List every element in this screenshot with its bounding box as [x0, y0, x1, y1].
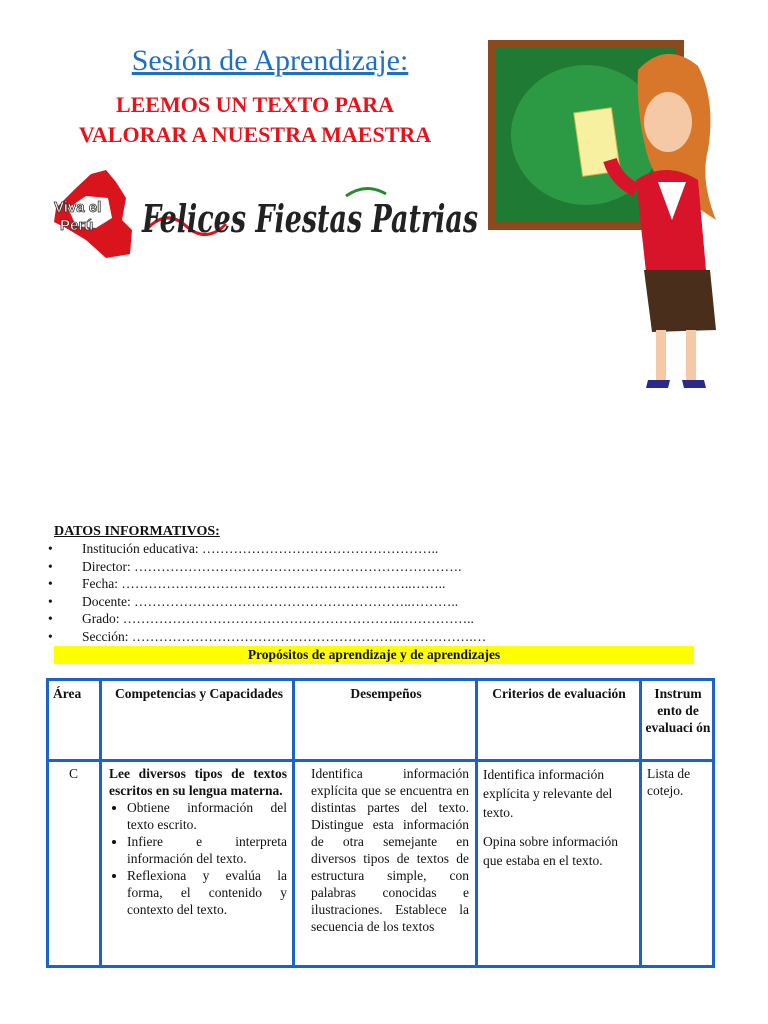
session-subtitle: LEEMOS UN TEXTO PARA VALORAR A NUESTRA MAESTRA: [78, 92, 432, 147]
area-value: C: [69, 766, 79, 781]
list-item: • Fecha: ………………………………………………………..……..: [48, 576, 446, 591]
list-item: • Institución educativa: ……………………………………………..: [48, 541, 439, 556]
list-item: • Sección: ………………………………………………………………….…: [48, 628, 487, 644]
criterios-cell: [483, 765, 635, 870]
list-item: • Docente: ……………………………………………………..………..: [48, 593, 459, 609]
desempeno-text: Identifica información explícita que se encuentra en distintas partes del texto. Distingue esta información de otra semejante en diversos tipos de textos de estructura simple, con palabras conocidas e ilustraciones. Establece la secuencia de los textos: [311, 766, 469, 934]
datos-list: [44, 540, 486, 645]
table-header-divider: [49, 759, 712, 762]
banner-badge-line2: Perú: [60, 217, 94, 234]
list-item: • Obtiene información del texto escrito.: [127, 799, 287, 833]
header-desempenos: Desempeños: [350, 686, 422, 701]
list-item: • Grado: ……………………………………………………..……………..: [48, 611, 474, 626]
header-competencias: Competencias y Capacidades: [115, 686, 283, 701]
session-title: Sesión de Aprendizaje:: [131, 44, 409, 77]
fiestas-patrias-banner: [46, 168, 482, 264]
competencia-text: Lee diversos tipos de textos escritos en su lengua materna.: [109, 766, 287, 798]
teacher-illustration: [486, 40, 722, 390]
peru-map-icon: [46, 168, 482, 264]
header-criterios: Criterios de evaluación: [492, 686, 626, 701]
list-item: • Infiere e interpreta información del texto.: [127, 833, 287, 867]
capacidades-list: [109, 799, 287, 918]
propositos-heading: Propósitos de aprendizaje y de aprendizajes: [54, 646, 694, 664]
list-item: • Director: ……………………………………………………………….: [48, 558, 462, 574]
banner-text: Felices Fiestas Patrias: [141, 196, 478, 241]
table-column-divider: [49, 681, 102, 965]
competencias-cell: [109, 765, 287, 918]
banner-badge-line1: Viva el: [54, 199, 102, 216]
header-area: Área: [53, 686, 82, 701]
list-item: • Reflexiona y evalúa la forma, el contenido y contexto del texto.: [127, 867, 287, 918]
datos-heading: DATOS INFORMATIVOS:: [54, 524, 220, 539]
learning-table: [46, 678, 715, 968]
header-instrumento: Instrum ento de evaluaci ón: [645, 686, 711, 735]
criterio-1: Identifica información explícita y relevante del texto.: [483, 767, 613, 820]
criterio-2: Opina sobre información que estaba en el texto.: [483, 834, 618, 868]
instrumento-value: Lista de cotejo.: [647, 766, 691, 798]
